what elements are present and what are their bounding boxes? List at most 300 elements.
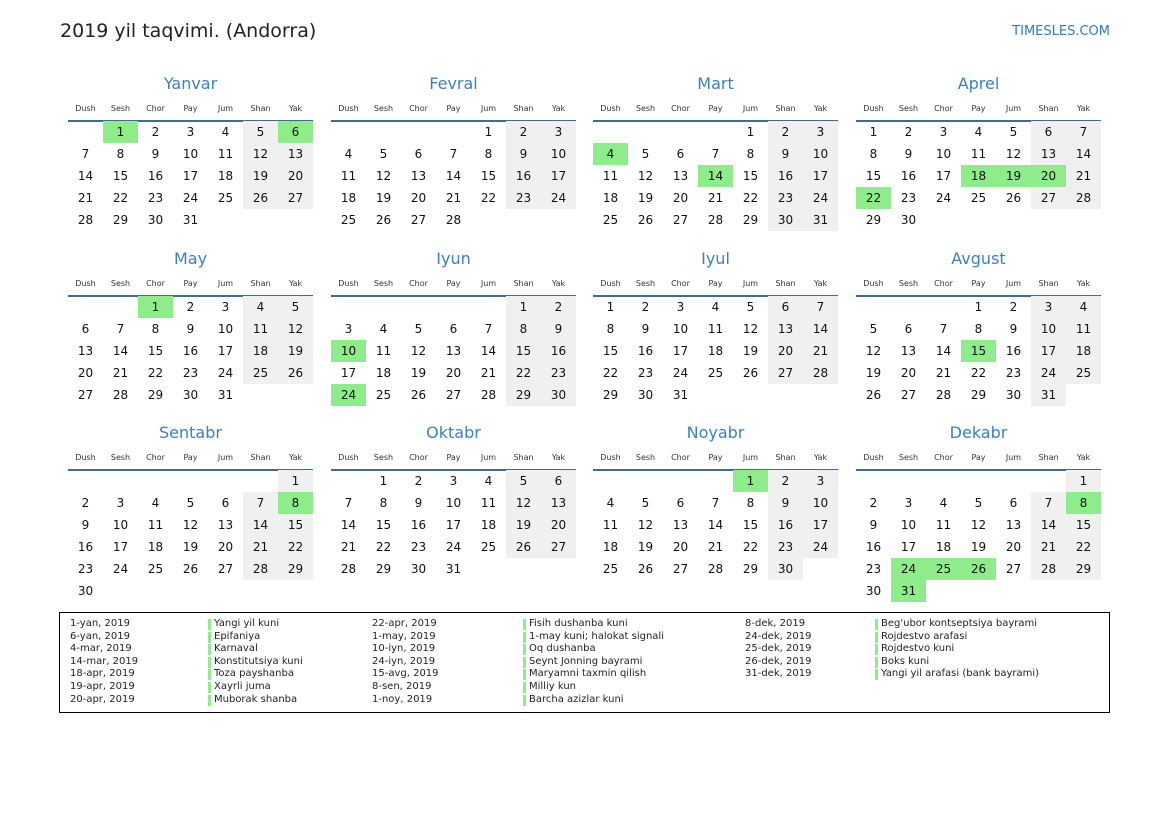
day-cell: 16 [182, 344, 199, 358]
weekday-label: Chor [146, 453, 165, 462]
day-cell: 25 [375, 388, 392, 402]
holiday-day-cell: 1 [138, 296, 173, 318]
day-cell: 31 [182, 213, 199, 227]
weekday-label: Shan [1038, 279, 1059, 288]
day-cell: 30 [147, 213, 164, 227]
day-cell: 29 [742, 213, 759, 227]
weekday-label: Shan [250, 104, 271, 113]
day-cell: 16 [77, 540, 94, 554]
legend-entry: Rojdestvo kuni [875, 643, 1039, 656]
day-cell: 10 [217, 322, 234, 336]
weekday-label: Yak [813, 279, 828, 288]
day-cell: 15 [602, 344, 619, 358]
day-cell: 9 [151, 147, 160, 161]
day-cell: 4 [344, 147, 353, 161]
weekday-label: Chor [409, 453, 428, 462]
day-cell: 10 [182, 147, 199, 161]
day-cell: 17 [803, 514, 838, 536]
legend-names-col-2 [523, 618, 664, 706]
day-cell: 9 [768, 143, 803, 165]
month-name: Aprel [957, 74, 1000, 93]
day-cell: 14 [707, 518, 724, 532]
weekday-header [331, 449, 576, 471]
legend-entry: Yangi yil arafasi (bank bayrami) [875, 668, 1039, 681]
day-cell: 5 [186, 496, 195, 510]
day-cell: 15 [1066, 514, 1101, 536]
day-cell: 23 [1005, 366, 1022, 380]
legend-entry: 26-dek, 2019 [745, 655, 812, 667]
legend-entry: Oq dushanba [523, 643, 664, 656]
day-cell: 9 [414, 496, 423, 510]
weekday-label: Sesh [635, 279, 656, 288]
weekday-label: Jum [480, 279, 497, 288]
day-cell: 23 [768, 536, 803, 558]
day-cell: 13 [1005, 518, 1022, 532]
day-cell: 14 [445, 169, 462, 183]
legend-entry: 8-dek, 2019 [745, 618, 806, 629]
day-cell: 21 [480, 366, 497, 380]
month-name: Oktabr [426, 423, 481, 442]
weekday-header [331, 275, 576, 297]
day-cell: 21 [1031, 536, 1066, 558]
weekday-label: Shan [513, 279, 534, 288]
day-cell: 1 [746, 125, 755, 139]
legend-entry: 19-apr, 2019 [70, 680, 135, 692]
day-cell: 31 [1031, 384, 1066, 406]
day-cell: 28 [77, 213, 94, 227]
day-cell: 22 [278, 536, 313, 558]
weekday-label: Pay [971, 104, 986, 113]
day-cell: 26 [1005, 191, 1022, 205]
legend-entry: Toza payshanba [208, 668, 303, 681]
weekday-label: Dush [600, 104, 621, 113]
weekday-header [856, 100, 1101, 122]
day-cell: 16 [1005, 344, 1022, 358]
day-cell: 15 [742, 169, 759, 183]
holiday-day-cell: 4 [593, 143, 628, 165]
day-cell: 17 [340, 366, 357, 380]
day-cell: 4 [243, 296, 278, 318]
day-cell: 12 [375, 169, 392, 183]
day-cell: 30 [541, 384, 576, 406]
day-cell: 17 [672, 344, 689, 358]
day-cell: 17 [112, 540, 129, 554]
month-name: Yanvar [163, 74, 218, 93]
weekday-label: Dush [863, 453, 884, 462]
day-cell: 19 [637, 540, 654, 554]
day-cell: 6 [221, 496, 230, 510]
day-cell: 11 [217, 147, 234, 161]
weekday-header [68, 449, 313, 471]
day-cell: 9 [506, 143, 541, 165]
weekday-label: Sesh [898, 279, 919, 288]
holiday-day-cell: 22 [856, 187, 891, 209]
day-cell: 19 [375, 191, 392, 205]
day-cell: 22 [742, 191, 759, 205]
legend-dates-col-2 [372, 618, 439, 706]
day-cell: 10 [935, 147, 952, 161]
day-cell: 1 [278, 470, 313, 492]
weekday-header [593, 100, 838, 122]
weekday-label: Sesh [635, 453, 656, 462]
day-cell: 30 [182, 388, 199, 402]
day-cell: 19 [742, 344, 759, 358]
day-cell: 12 [506, 492, 541, 514]
weekday-label: Pay [446, 453, 461, 462]
day-cell: 25 [217, 191, 234, 205]
day-cell: 14 [77, 169, 94, 183]
holiday-day-cell: 31 [891, 580, 926, 602]
day-cell: 28 [480, 388, 497, 402]
holiday-day-cell: 8 [1066, 492, 1101, 514]
day-cell: 16 [768, 514, 803, 536]
day-cell: 8 [606, 322, 615, 336]
day-cell: 15 [480, 169, 497, 183]
legend-entry: Muborak shanba [208, 694, 303, 707]
day-cell: 16 [541, 340, 576, 362]
day-cell: 5 [641, 147, 650, 161]
weekday-label: Yak [813, 104, 828, 113]
day-cell: 10 [1031, 318, 1066, 340]
weekday-label: Dush [75, 453, 96, 462]
weekday-label: Chor [409, 279, 428, 288]
weekday-header [68, 100, 313, 122]
weekday-label: Yak [551, 104, 566, 113]
day-cell: 18 [375, 366, 392, 380]
day-cell: 17 [217, 344, 234, 358]
legend-entry: 20-apr, 2019 [70, 693, 135, 705]
day-cell: 23 [637, 366, 654, 380]
day-cell: 9 [641, 322, 650, 336]
weekday-label: Chor [934, 453, 953, 462]
weekday-label: Pay [183, 453, 198, 462]
weekday-label: Pay [446, 279, 461, 288]
weekday-label: Pay [183, 279, 198, 288]
weekday-label: Dush [600, 279, 621, 288]
day-cell: 30 [77, 584, 94, 598]
day-cell: 4 [606, 496, 615, 510]
day-cell: 9 [186, 322, 195, 336]
legend-entry: Barcha azizlar kuni [523, 694, 664, 707]
weekday-header [593, 275, 838, 297]
day-cell: 25 [1066, 362, 1101, 384]
day-cell: 16 [768, 165, 803, 187]
day-cell: 3 [939, 125, 948, 139]
holiday-day-cell: 24 [331, 384, 366, 406]
weekday-label: Jum [1005, 104, 1022, 113]
day-cell: 30 [637, 388, 654, 402]
day-cell: 26 [637, 213, 654, 227]
legend-entry: 24-iyn, 2019 [372, 655, 436, 667]
day-cell: 3 [221, 300, 230, 314]
day-cell: 6 [81, 322, 90, 336]
weekday-label: Chor [934, 279, 953, 288]
day-cell: 7 [116, 322, 125, 336]
day-cell: 3 [186, 125, 195, 139]
day-cell: 17 [445, 518, 462, 532]
day-cell: 11 [375, 344, 392, 358]
day-cell: 7 [243, 492, 278, 514]
day-cell: 9 [768, 492, 803, 514]
day-cell: 15 [742, 518, 759, 532]
day-cell: 26 [375, 213, 392, 227]
legend-entry: Boks kuni [875, 656, 1039, 669]
weekday-label: Jum [480, 453, 497, 462]
day-cell: 11 [243, 318, 278, 340]
day-cell: 23 [541, 362, 576, 384]
day-cell: 21 [707, 191, 724, 205]
day-cell: 25 [707, 366, 724, 380]
day-cell: 21 [445, 191, 462, 205]
day-cell: 22 [1066, 536, 1101, 558]
day-cell: 29 [147, 388, 164, 402]
month-name: May [173, 249, 208, 268]
day-cell: 15 [506, 340, 541, 362]
day-cell: 24 [1031, 362, 1066, 384]
day-cell: 10 [803, 492, 838, 514]
legend-entry: 24-dek, 2019 [745, 630, 812, 642]
day-cell: 27 [672, 213, 689, 227]
day-cell: 11 [480, 496, 497, 510]
day-cell: 14 [1066, 143, 1101, 165]
day-cell: 23 [182, 366, 199, 380]
day-cell: 25 [602, 213, 619, 227]
weekday-label: Sesh [110, 453, 131, 462]
weekday-label: Chor [671, 453, 690, 462]
day-cell: 24 [803, 187, 838, 209]
legend-entry: Rojdestvo arafasi [875, 631, 1039, 644]
day-cell: 30 [768, 209, 803, 231]
weekday-label: Dush [75, 279, 96, 288]
weekday-label: Chor [409, 104, 428, 113]
weekday-label: Dush [863, 104, 884, 113]
weekday-label: Chor [146, 104, 165, 113]
day-cell: 4 [939, 496, 948, 510]
day-cell: 17 [935, 169, 952, 183]
day-cell: 21 [803, 340, 838, 362]
legend-entry: 1-may kuni; halokat signali [523, 631, 664, 644]
legend-entry: 31-dek, 2019 [745, 668, 812, 680]
day-cell: 9 [869, 518, 878, 532]
day-cell: 5 [869, 322, 878, 336]
day-cell: 19 [637, 191, 654, 205]
day-cell: 3 [449, 474, 458, 488]
day-cell: 8 [116, 147, 125, 161]
weekday-header [856, 275, 1101, 297]
day-cell: 5 [746, 300, 755, 314]
day-cell: 16 [637, 344, 654, 358]
legend-entry: 22-apr, 2019 [372, 618, 437, 629]
day-cell: 11 [707, 322, 724, 336]
day-cell: 27 [672, 562, 689, 576]
day-cell: 10 [900, 518, 917, 532]
day-cell: 16 [506, 165, 541, 187]
weekday-label: Dush [600, 453, 621, 462]
legend-names-col-3 [875, 618, 1039, 681]
day-cell: 12 [637, 518, 654, 532]
legend-entry: Seynt Jonning bayrami [523, 656, 664, 669]
day-cell: 4 [151, 496, 160, 510]
day-cell: 7 [484, 322, 493, 336]
day-cell: 24 [935, 191, 952, 205]
day-cell: 16 [865, 540, 882, 554]
day-cell: 4 [379, 322, 388, 336]
holiday-day-cell: 8 [278, 492, 313, 514]
legend-entry: 1-yan, 2019 [70, 618, 130, 629]
day-cell: 10 [541, 143, 576, 165]
day-cell: 3 [344, 322, 353, 336]
day-cell: 26 [506, 536, 541, 558]
day-cell: 30 [768, 558, 803, 580]
day-cell: 2 [768, 470, 803, 492]
holiday-day-cell: 24 [891, 558, 926, 580]
legend-entry: 4-mar, 2019 [70, 643, 132, 655]
day-cell: 20 [672, 540, 689, 554]
day-cell: 29 [112, 213, 129, 227]
day-cell: 7 [939, 322, 948, 336]
day-cell: 18 [602, 540, 619, 554]
weekday-header [856, 449, 1101, 471]
day-cell: 26 [278, 362, 313, 384]
site-link[interactable]: TIMESLES.COM [1012, 24, 1110, 39]
day-cell: 13 [672, 518, 689, 532]
day-cell: 23 [410, 540, 427, 554]
day-cell: 11 [935, 518, 952, 532]
day-cell: 1 [974, 300, 983, 314]
day-cell: 18 [147, 540, 164, 554]
day-cell: 13 [445, 344, 462, 358]
day-cell: 1 [484, 125, 493, 139]
month-name: Sentabr [159, 423, 222, 442]
day-cell: 22 [970, 366, 987, 380]
weekday-label: Shan [1038, 453, 1059, 462]
holiday-day-cell: 1 [733, 470, 768, 492]
holiday-day-cell: 14 [698, 165, 733, 187]
weekday-label: Yak [551, 453, 566, 462]
weekday-label: Sesh [373, 104, 394, 113]
day-cell: 19 [970, 540, 987, 554]
day-cell: 8 [379, 496, 388, 510]
day-cell: 5 [414, 322, 423, 336]
day-cell: 13 [77, 344, 94, 358]
holiday-day-cell: 25 [926, 558, 961, 580]
day-cell: 13 [900, 344, 917, 358]
weekday-label: Shan [250, 279, 271, 288]
weekday-label: Pay [183, 104, 198, 113]
day-cell: 21 [243, 536, 278, 558]
weekday-label: Pay [708, 104, 723, 113]
weekday-label: Jum [1005, 279, 1022, 288]
holiday-day-cell: 1 [103, 121, 138, 143]
day-cell: 30 [865, 584, 882, 598]
weekday-label: Yak [288, 104, 303, 113]
day-cell: 17 [803, 165, 838, 187]
day-cell: 14 [112, 344, 129, 358]
day-cell: 20 [445, 366, 462, 380]
day-cell: 12 [742, 322, 759, 336]
day-cell: 8 [746, 496, 755, 510]
day-cell: 21 [112, 366, 129, 380]
day-cell: 9 [81, 518, 90, 532]
day-cell: 27 [1005, 562, 1022, 576]
day-cell: 2 [81, 496, 90, 510]
day-cell: 18 [480, 518, 497, 532]
day-cell: 16 [410, 518, 427, 532]
legend-entry: Karnaval [208, 643, 303, 656]
legend-entry: 18-apr, 2019 [70, 668, 135, 680]
day-cell: 21 [1066, 165, 1101, 187]
day-cell: 14 [803, 318, 838, 340]
legend-entry: Epifaniya [208, 631, 303, 644]
weekday-label: Yak [1076, 453, 1091, 462]
day-cell: 8 [869, 147, 878, 161]
day-cell: 2 [768, 121, 803, 143]
day-cell: 10 [445, 496, 462, 510]
day-cell: 30 [410, 562, 427, 576]
legend-entry: 10-iyn, 2019 [372, 643, 436, 655]
day-cell: 13 [1031, 143, 1066, 165]
day-cell: 5 [641, 496, 650, 510]
day-cell: 18 [707, 344, 724, 358]
day-cell: 22 [147, 366, 164, 380]
day-cell: 5 [974, 496, 983, 510]
day-cell: 6 [676, 147, 685, 161]
day-cell: 8 [506, 318, 541, 340]
day-cell: 7 [711, 496, 720, 510]
day-cell: 14 [243, 514, 278, 536]
day-cell: 27 [541, 536, 576, 558]
day-cell: 7 [449, 147, 458, 161]
weekday-label: Pay [708, 453, 723, 462]
day-cell: 2 [414, 474, 423, 488]
day-cell: 28 [803, 362, 838, 384]
month-name: Mart [697, 74, 734, 93]
day-cell: 13 [217, 518, 234, 532]
day-cell: 11 [147, 518, 164, 532]
day-cell: 31 [445, 562, 462, 576]
day-cell: 28 [935, 388, 952, 402]
day-cell: 14 [480, 344, 497, 358]
day-cell: 23 [768, 187, 803, 209]
day-cell: 28 [445, 213, 462, 227]
day-cell: 22 [112, 191, 129, 205]
legend-entry: Maryamni taxmin qilish [523, 668, 664, 681]
weekday-label: Sesh [110, 104, 131, 113]
day-cell: 24 [445, 540, 462, 554]
weekday-label: Pay [971, 279, 986, 288]
day-cell: 7 [81, 147, 90, 161]
legend-entry: 14-mar, 2019 [70, 655, 139, 667]
day-cell: 12 [278, 318, 313, 340]
day-cell: 29 [970, 388, 987, 402]
day-cell: 24 [112, 562, 129, 576]
day-cell: 1 [869, 125, 878, 139]
day-cell: 17 [182, 169, 199, 183]
day-cell: 18 [243, 340, 278, 362]
day-cell: 27 [77, 388, 94, 402]
weekday-label: Dush [338, 453, 359, 462]
day-cell: 23 [865, 562, 882, 576]
day-cell: 20 [768, 340, 803, 362]
day-cell: 11 [970, 147, 987, 161]
day-cell: 28 [243, 558, 278, 580]
day-cell: 14 [935, 344, 952, 358]
day-cell: 2 [506, 121, 541, 143]
day-cell: 22 [742, 540, 759, 554]
page-title: 2019 yil taqvimi. (Andorra) [60, 20, 317, 42]
day-cell: 19 [865, 366, 882, 380]
holiday-day-cell: 6 [278, 121, 313, 143]
